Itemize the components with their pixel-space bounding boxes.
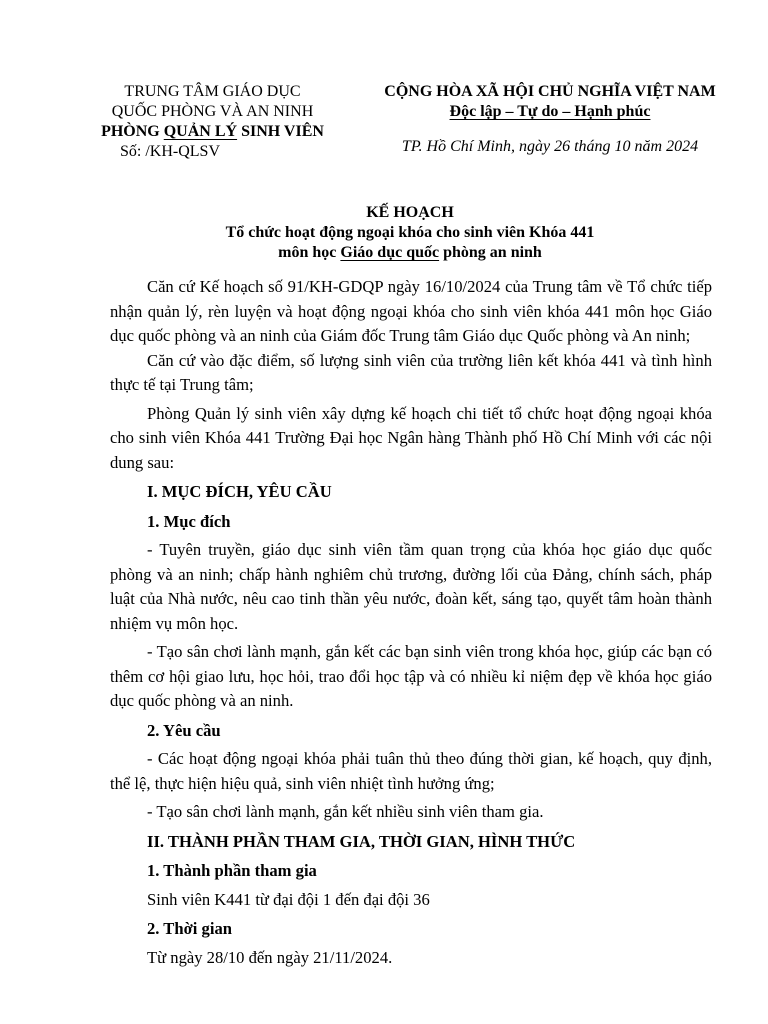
subsection-heading-participants: 1. Thành phần tham gia [147, 861, 317, 880]
paragraph-purpose-1: - Tuyên truyền, giáo dục sinh viên tầm quan trọng của khóa học giáo dục quốc phòng và an ninh; chấp hành nghiêm chủ trương, đường lối của Đảng, chính sách, pháp luật của Nhà nước, nêu cao tinh thần yêu nước, đoàn kết, sáng tạo, quyết tâm hoàn thành nhiệm vụ môn học. [110, 540, 712, 633]
dept-part-1: PHÒNG [101, 123, 164, 140]
document-title [110, 203, 710, 263]
issuer-block [80, 82, 345, 162]
dept-part-2: QUẢN LÝ [163, 123, 238, 140]
org-line-2: QUỐC PHÒNG VÀ AN NINH [111, 103, 314, 120]
paragraph-requirement-1: - Các hoạt động ngoại khóa phải tuân thủ theo đúng thời gian, kế hoạch, quy định, thể lệ, thực hiện hiệu quả, sinh viên nhiệt tình hưởng ứng; [110, 749, 712, 793]
paragraph-participants: Sinh viên K441 từ đại đội 1 đến đại đội 36 [147, 889, 430, 909]
document-body [110, 275, 712, 970]
paragraph-time: Từ ngày 28/10 đến ngày 21/11/2024. [147, 947, 393, 967]
motto: Độc lập – Tự do – Hạnh phúc [449, 103, 651, 120]
title-course-part-3: phòng an ninh [439, 244, 542, 261]
title-main: KẾ HOẠCH [366, 204, 454, 221]
paragraph-intro: Phòng Quản lý sinh viên xây dựng kế hoạch chi tiết tổ chức hoạt động ngoại khóa cho sinh viên Khóa 441 Trường Đại học Ngân hàng Thành phố Hồ Chí Minh với các nội dung sau: [110, 403, 712, 472]
subsection-heading-purpose: 1. Mục đích [147, 511, 231, 531]
title-course [110, 243, 710, 263]
paragraph-purpose-2: - Tạo sân chơi lành mạnh, gắn kết các bạn sinh viên trong khóa học, giúp các bạn có thêm cơ hội giao lưu, học hỏi, trao đổi học tập và có nhiều kỉ niệm đẹp về khóa học giáo dục quốc phòng và an ninh. [110, 642, 712, 710]
dept-part-3: SINH VIÊN [237, 123, 324, 140]
national-heading [352, 82, 748, 122]
paragraph-basis-1: Căn cứ Kế hoạch số 91/KH-GDQP ngày 16/10/2024 của Trung tâm về Tổ chức tiếp nhận quản lý, rèn luyện và hoạt động ngoại khóa cho sinh viên khóa 441 môn học Giáo dục quốc phòng và an ninh của Giám đốc Trung tâm Giáo dục Quốc phòng và An ninh; [110, 277, 712, 345]
subsection-heading-requirements: 2. Yêu cầu [147, 720, 221, 740]
title-course-part-2: Giáo dục quốc [340, 244, 440, 261]
document-number: Số: /KH-QLSV [120, 143, 221, 160]
section-heading-2: II. THÀNH PHẦN THAM GIA, THỜI GIAN, HÌNH THỨC [147, 831, 576, 851]
paragraph-basis-2: Căn cứ vào đặc điểm, số lượng sinh viên của trường liên kết khóa 441 và tình hình thực tế tại Trung tâm; [110, 350, 712, 394]
nation-name: CỘNG HÒA XÃ HỘI CHỦ NGHĨA VIỆT NAM [384, 83, 716, 100]
document-date: TP. Hồ Chí Minh, ngày 26 tháng 10 năm 2024 [401, 138, 699, 155]
department-name [80, 122, 345, 142]
paragraph-requirement-2: - Tạo sân chơi lành mạnh, gắn kết nhiều sinh viên tham gia. [147, 802, 544, 821]
org-line-1: TRUNG TÂM GIÁO DỤC [124, 83, 301, 100]
section-heading-1: I. MỤC ĐÍCH, YÊU CẦU [147, 482, 332, 501]
subsection-heading-time: 2. Thời gian [147, 919, 232, 938]
title-subject: Tổ chức hoạt động ngoại khóa cho sinh viên Khóa 441 [225, 224, 595, 241]
title-course-part-1: môn học [278, 244, 341, 261]
